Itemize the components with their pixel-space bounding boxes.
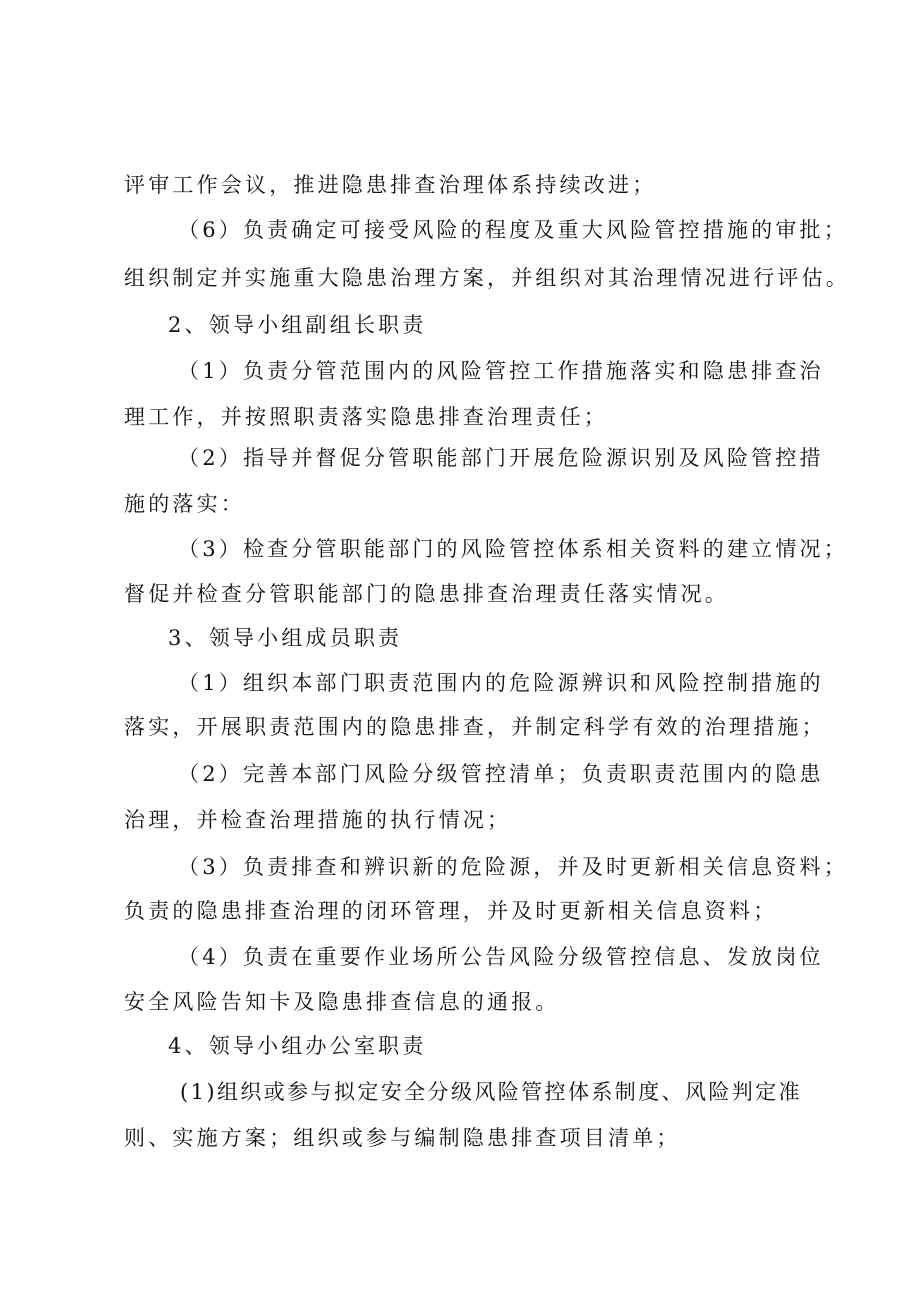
paragraph-line: （3）负责排查和辨识新的危险源，并及时更新相关信息资料； [178,855,848,879]
section-heading: 4、领导小组办公室职责 [168,1034,427,1058]
paragraph-line: 治理，并检查治理措施的执行情况； [124,808,512,832]
paragraph-line: 安全风险告知卡及隐患排查信息的通报。 [124,990,560,1014]
paragraph-line: 督促并检查分管职能部门的隐患排查治理责任落实情况。 [124,582,729,606]
paragraph-line: 施的落实： [124,492,245,516]
paragraph-line: （4）负责在重要作业场所公告风险分级管控信息、发放岗位 [178,945,824,969]
paragraph-line: 理工作，并按照职责落实隐患排查治理责任； [124,405,608,429]
paragraph-line: 落实，开展职责范围内的隐患排查，并制定科学有效的治理措施； [124,715,826,739]
paragraph-line: 评审工作会议，推进隐患排查治理体系持续改进； [124,173,657,197]
paragraph-line: （6）负责确定可接受风险的程度及重大风险管控措施的审批； [178,218,848,242]
paragraph-line: 则、实施方案；组织或参与编制隐患排查项目清单； [124,1126,681,1150]
paragraph-line: （3）检查分管职能部门的风险管控体系相关资料的建立情况； [178,537,848,561]
paragraph-line: （2）完善本部门风险分级管控清单；负责职责范围内的隐患 [178,762,824,786]
section-heading: 2、领导小组副组长职责 [168,313,427,337]
section-heading: 3、领导小组成员职责 [168,626,403,650]
paragraph-line: (1)组织或参与拟定安全分级风险管控体系制度、风险判定准 [180,1080,802,1104]
paragraph-line: 组织制定并实施重大隐患治理方案，并组织对其治理情况进行评估。 [124,266,850,290]
paragraph-line: （2）指导并督促分管职能部门开展危险源识别及风险管控措 [178,446,824,470]
paragraph-line: （1）负责分管范围内的风险管控工作措施落实和隐患排查治 [178,359,824,383]
paragraph-line: （1）组织本部门职责范围内的危险源辨识和风险控制措施的 [178,671,824,695]
paragraph-line: 负责的隐患排查治理的闭环管理，并及时更新相关信息资料； [124,899,778,923]
